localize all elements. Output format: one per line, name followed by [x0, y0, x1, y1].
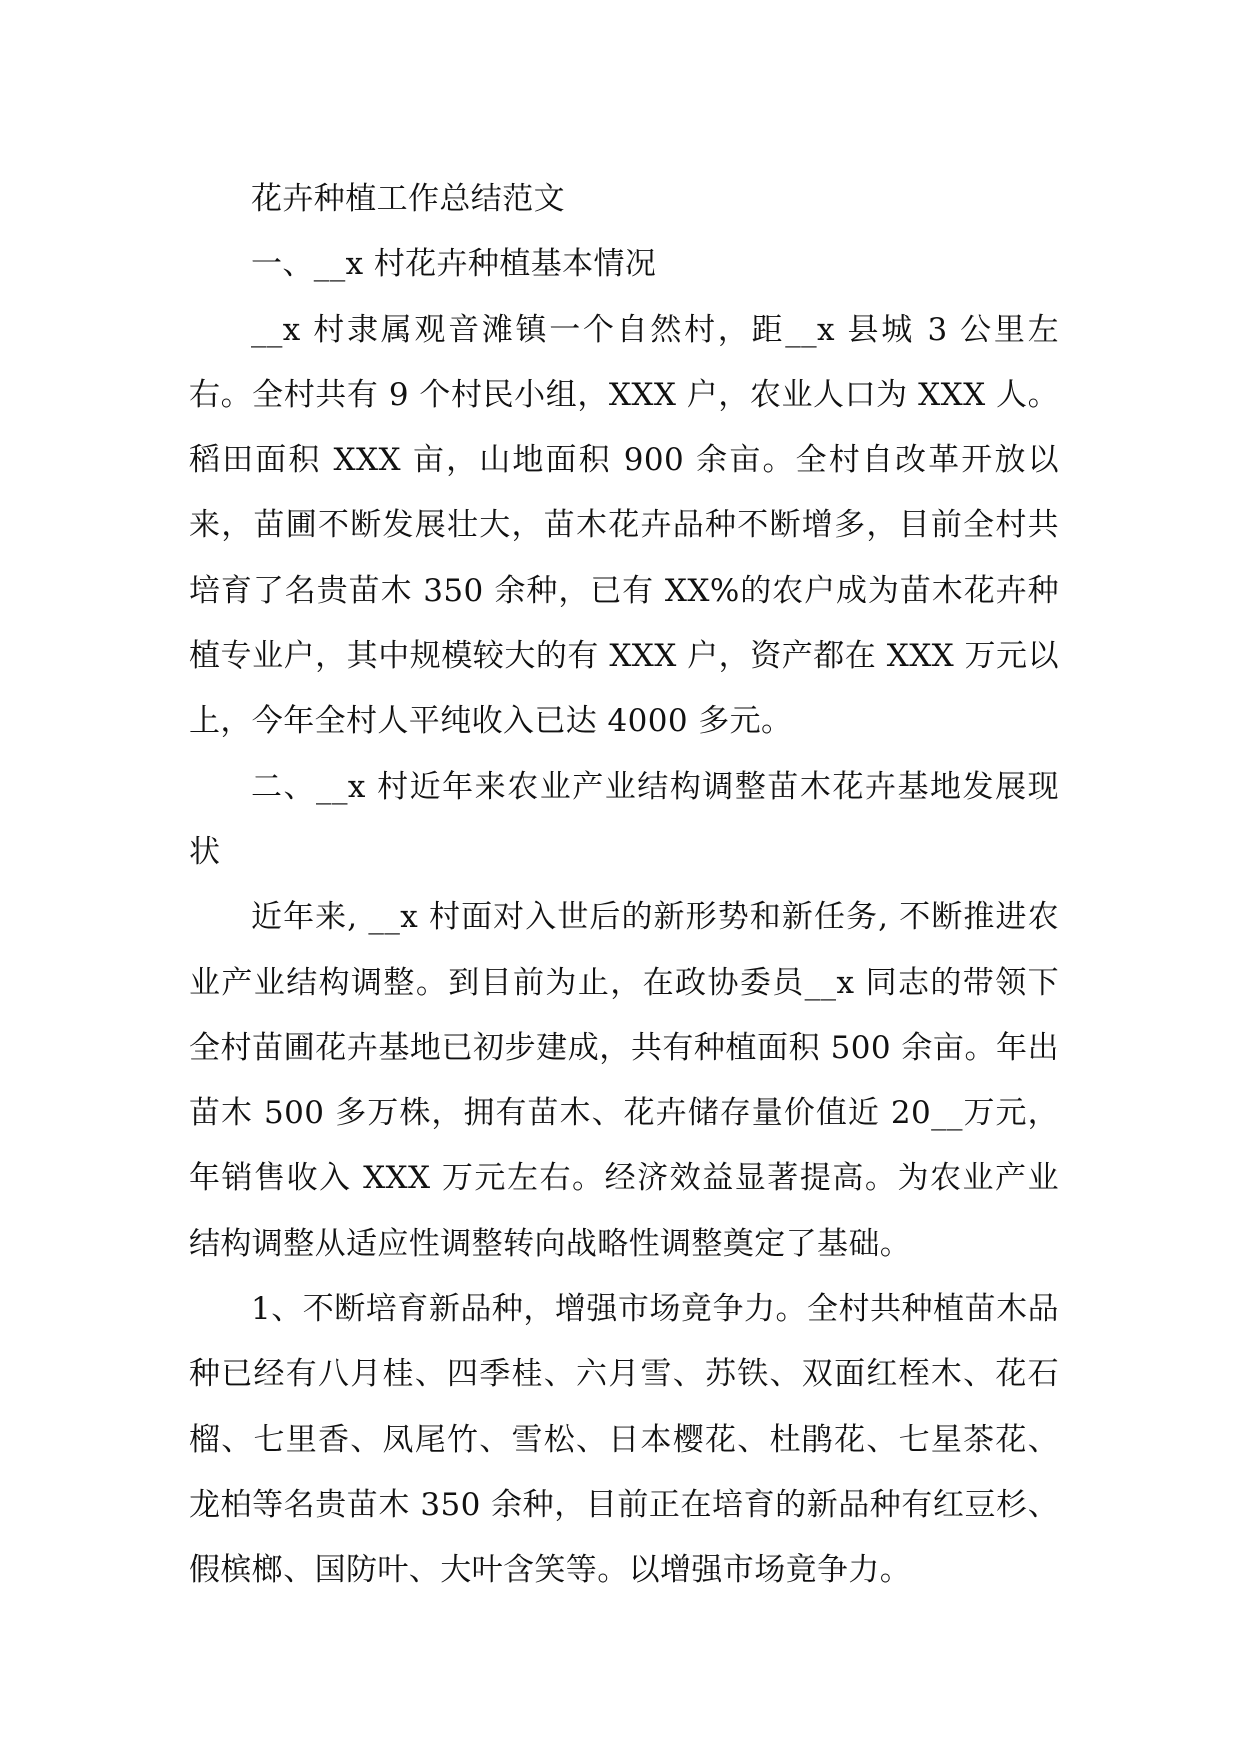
section-heading-1: 一、__x 村花卉种植基本情况: [251, 246, 657, 283]
paragraph-development-status: 近年来, __x 村面对入世后的新形势和新任务, 不断推进农业产业结构调整。到目前为止，在政协委员__x 同志的带领下全村苗圃花卉基地已初步建成，共有种植面积 500 余亩。年出苗木 500 多万株，拥有苗木、花卉储存量价值近 20__万元，年销售收入 XXX 万元左右。经济效益显著提高。为农业产业结构调整从适应性调整转向战略性调整奠定了基础。: [189, 899, 1059, 1262]
paragraph-new-varieties: 1、不断培育新品种，增强市场竟争力。全村共种植苗木品种已经有八月桂、四季桂、六月雪、苏铁、双面红桎木、花石榴、七里香、凤尾竹、雪松、日本樱花、杜鹃花、七星茶花、龙柏等名贵苗木 350 余种，目前正在培育的新品种有红豆杉、假槟榔、国防叶、大叶含笑等。以增强市场竟争力。: [189, 1291, 1059, 1589]
section-heading-2: 二、__x 村近年来农业产业结构调整苗木花卉基地发展现状: [189, 768, 1059, 870]
document-body: [189, 167, 1059, 1604]
document-title: 花卉种植工作总结范文: [251, 181, 565, 217]
paragraph-village-overview: __x 村隶属观音滩镇一个自然村，距__x 县城 3 公里左右。全村共有 9 个村民小组，XXX 户，农业人口为 XXX 人。稻田面积 XXX 亩，山地面积 900 余亩。全村自改革开放以来，苗圃不断发展壮大，苗木花卉品种不断增多，目前全村共培育了名贵苗木 350 余种，已有 XX%的农户成为苗木花卉种植专业户，其中规模较大的有 XXX 户，资产都在 XXX 万元以上，今年全村人平纯收入已达 4000 多元。: [189, 311, 1059, 740]
